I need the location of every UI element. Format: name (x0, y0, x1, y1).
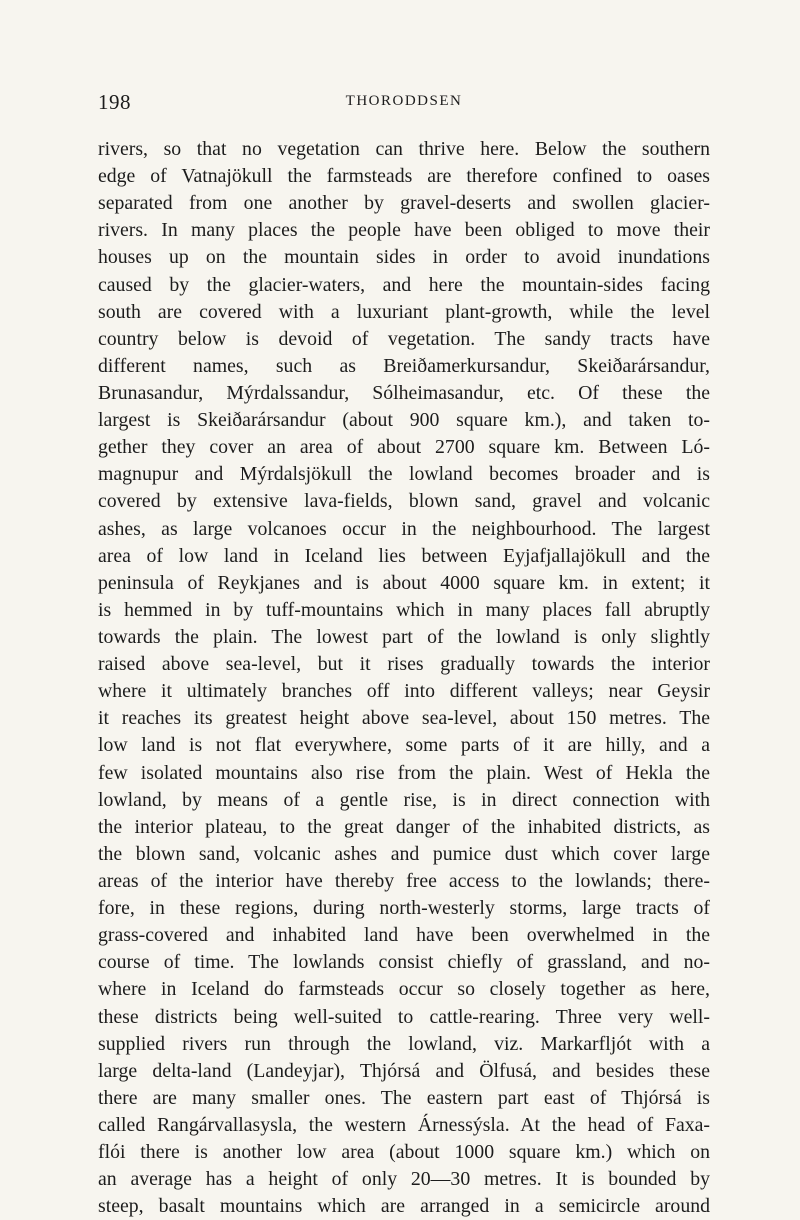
text-line: low land is not flat everywhere, some parts of it are hilly, and a (98, 734, 710, 757)
text-line: area of low land in Iceland lies between Eyjafjallajökull and the (98, 544, 710, 567)
text-line: lowland, by means of a gentle rise, is in direct connection with (98, 788, 710, 811)
text-line: the interior plateau, to the great danger of the inhabited districts, as (98, 815, 710, 838)
text-line: gether they cover an area of about 2700 square km. Between Ló- (98, 436, 710, 459)
page-number: 198 (98, 90, 131, 114)
text-line: called Rangárvallasysla, the western Árnessýsla. At the head of Faxa- (98, 1113, 710, 1136)
text-line: grass-covered and inhabited land have been overwhelmed in the (98, 924, 710, 947)
text-line: country below is devoid of vegetation. The sandy tracts have (98, 327, 710, 350)
text-line: south are covered with a luxuriant plant-growth, while the level (98, 300, 710, 323)
text-line: fore, in these regions, during north-westerly storms, large tracts of (98, 897, 710, 920)
text-line: supplied rivers run through the lowland, viz. Markarfljót with a (98, 1032, 710, 1055)
text-line: it reaches its greatest height above sea-level, about 150 metres. The (98, 707, 710, 730)
text-line: there are many smaller ones. The eastern part east of Thjórsá is (98, 1086, 710, 1109)
text-line: towards the plain. The lowest part of the lowland is only slightly (98, 625, 710, 648)
text-line: an average has a height of only 20—30 metres. It is bounded by (98, 1168, 710, 1191)
text-line: course of time. The lowlands consist chiefly of grassland, and no- (98, 951, 710, 974)
running-title: THORODDSEN (345, 93, 463, 109)
text-line: covered by extensive lava-fields, blown sand, gravel and volcanic (98, 490, 710, 513)
text-line: these districts being well-suited to cattle-rearing. Three very well- (98, 1005, 710, 1028)
text-line: the blown sand, volcanic ashes and pumice dust which cover large (98, 842, 710, 865)
text-line: ashes, as large volcanoes occur in the neighbourhood. The largest (98, 517, 710, 540)
text-line: Brunasandur, Mýrdalssandur, Sólheimasandur, etc. Of these the (98, 381, 710, 404)
text-line: houses up on the mountain sides in order to avoid inundations (98, 246, 710, 269)
text-line: rivers, so that no vegetation can thrive here. Below the southern (98, 138, 710, 160)
text-line: different names, such as Breiðamerkursandur, Skeiðarársandur, (98, 354, 710, 377)
text-line: separated from one another by gravel-deserts and swollen glacier- (98, 192, 710, 215)
text-line: peninsula of Reykjanes and is about 4000 square km. in extent; it (98, 571, 710, 594)
text-line: areas of the interior have thereby free access to the lowlands; there- (98, 869, 710, 892)
running-head (98, 90, 710, 116)
text-line: rivers. In many places the people have been obliged to move their (98, 219, 710, 242)
text-line: large delta-land (Landeyjar), Thjórsá and Ölfusá, and besides these (98, 1059, 710, 1082)
text-line: where it ultimately branches off into different valleys; near Geysir (98, 680, 710, 703)
text-line: flói there is another low area (about 1000 square km.) which on (98, 1141, 710, 1164)
body-text (98, 136, 710, 1220)
text-line: is hemmed in by tuff-mountains which in many places fall abruptly (98, 598, 710, 621)
text-line: caused by the glacier-waters, and here the mountain-sides facing (98, 273, 710, 296)
text-line: where in Iceland do farmsteads occur so closely together as here, (98, 978, 710, 1001)
text-line: largest is Skeiðarársandur (about 900 square km.), and taken to- (98, 409, 710, 432)
text-line: magnupur and Mýrdalsjökull the lowland becomes broader and is (98, 463, 710, 486)
text-line: few isolated mountains also rise from the plain. West of Hekla the (98, 761, 710, 784)
text-line: steep, basalt mountains which are arranged in a semicircle around (98, 1195, 710, 1218)
text-line: edge of Vatnajökull the farmsteads are therefore confined to oases (98, 165, 710, 188)
text-line: raised above sea-level, but it rises gradually towards the interior (98, 653, 710, 676)
